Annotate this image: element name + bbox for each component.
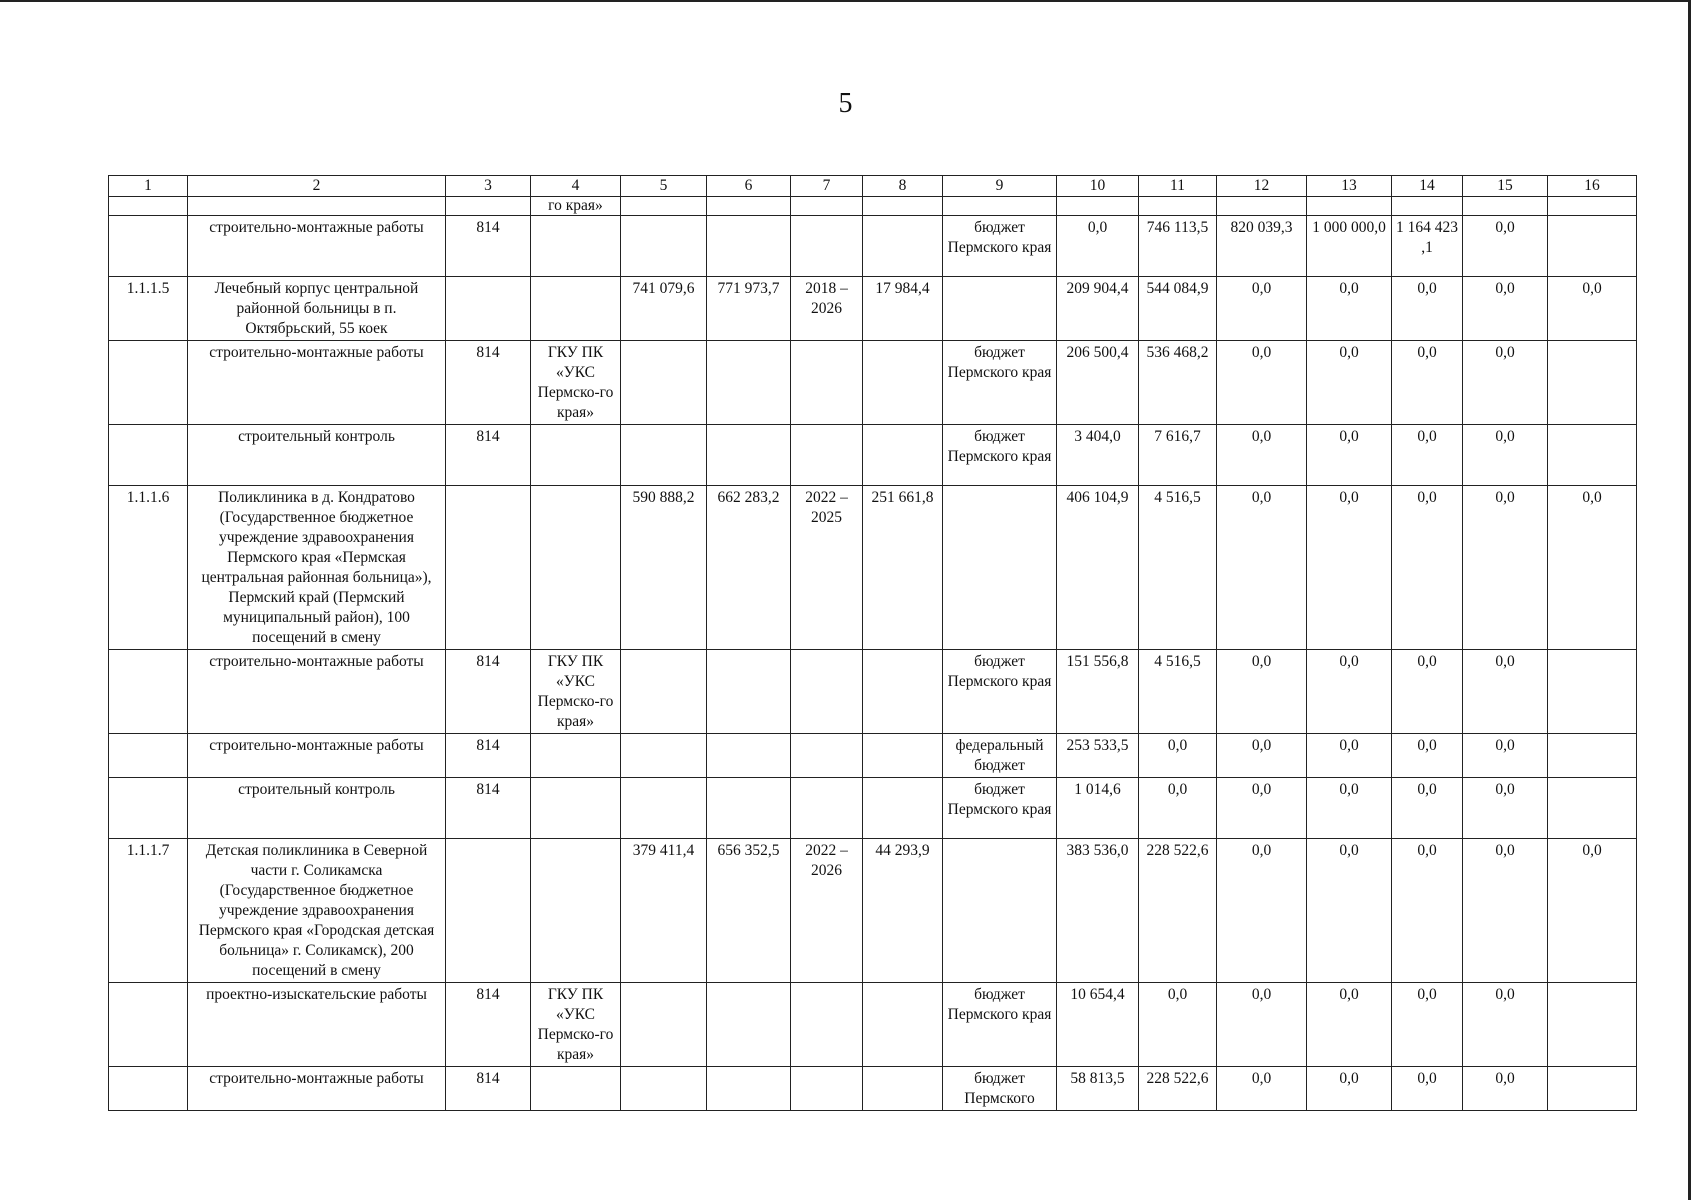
table-cell — [1392, 197, 1463, 216]
table-row — [109, 839, 1637, 983]
table-row — [109, 341, 1637, 425]
table-cell — [446, 197, 531, 216]
table-cell — [863, 341, 943, 425]
table-cell — [1217, 197, 1307, 216]
table-cell: 4 516,5 — [1139, 486, 1217, 650]
column-header: 10 — [1057, 176, 1139, 197]
table-cell — [621, 197, 707, 216]
table-cell: 0,0 — [1463, 1067, 1548, 1111]
table-cell — [863, 778, 943, 839]
table-cell: 0,0 — [1463, 650, 1548, 734]
table-cell — [1548, 650, 1637, 734]
table-cell: 0,0 — [1392, 1067, 1463, 1111]
table-cell: 1.1.1.6 — [109, 486, 188, 650]
table-cell — [791, 197, 863, 216]
table-cell — [621, 1067, 707, 1111]
table-cell — [621, 425, 707, 486]
table-cell: 0,0 — [1217, 839, 1307, 983]
table-cell — [1548, 983, 1637, 1067]
table-cell: строительно-монтажные работы — [188, 341, 446, 425]
table-row — [109, 778, 1637, 839]
table-cell — [943, 486, 1057, 650]
table-cell: 814 — [446, 734, 531, 778]
table-cell — [791, 983, 863, 1067]
table-cell: 151 556,8 — [1057, 650, 1139, 734]
table-cell: 1.1.1.7 — [109, 839, 188, 983]
table-cell — [707, 1067, 791, 1111]
table-cell — [791, 778, 863, 839]
table-cell: 0,0 — [1392, 650, 1463, 734]
table-cell — [1463, 197, 1548, 216]
table-cell: 0,0 — [1463, 778, 1548, 839]
table-cell: 662 283,2 — [707, 486, 791, 650]
table-cell — [707, 734, 791, 778]
table-cell — [1307, 197, 1392, 216]
table-cell — [109, 197, 188, 216]
table-cell — [791, 734, 863, 778]
budget-table — [108, 175, 1637, 1111]
table-cell: 771 973,7 — [707, 277, 791, 341]
table-cell: 814 — [446, 341, 531, 425]
table-cell — [863, 983, 943, 1067]
table-cell: 536 468,2 — [1139, 341, 1217, 425]
column-header: 1 — [109, 176, 188, 197]
table-cell: 814 — [446, 425, 531, 486]
table-cell: ГКУ ПК «УКС Пермско-го края» — [531, 341, 621, 425]
table-cell: 0,0 — [1463, 216, 1548, 277]
table-cell — [1548, 778, 1637, 839]
column-header: 5 — [621, 176, 707, 197]
table-cell — [791, 216, 863, 277]
table-cell: 10 654,4 — [1057, 983, 1139, 1067]
table-cell: 206 500,4 — [1057, 341, 1139, 425]
table-cell — [109, 1067, 188, 1111]
table-cell: 228 522,6 — [1139, 839, 1217, 983]
table-cell — [531, 839, 621, 983]
table-cell: 209 904,4 — [1057, 277, 1139, 341]
table-cell: строительно-монтажные работы — [188, 1067, 446, 1111]
table-cell: 0,0 — [1307, 734, 1392, 778]
table-cell — [109, 983, 188, 1067]
table-cell: бюджет Пермского края — [943, 650, 1057, 734]
scan-edge-top — [0, 0, 1691, 2]
table-cell — [1548, 734, 1637, 778]
table-cell: 2022 – 2026 — [791, 839, 863, 983]
column-header: 2 — [188, 176, 446, 197]
table-cell — [791, 341, 863, 425]
table-cell — [943, 839, 1057, 983]
table-cell: 0,0 — [1463, 425, 1548, 486]
table-cell: 1 000 000,0 — [1307, 216, 1392, 277]
table-cell: строительно-монтажные работы — [188, 650, 446, 734]
table-cell: 58 813,5 — [1057, 1067, 1139, 1111]
table-cell: 2022 – 2025 — [791, 486, 863, 650]
table-cell — [109, 425, 188, 486]
table-cell: 0,0 — [1307, 486, 1392, 650]
table-cell — [707, 778, 791, 839]
table-cell — [109, 778, 188, 839]
table-cell: 814 — [446, 216, 531, 277]
table-cell: 0,0 — [1307, 778, 1392, 839]
column-header: 16 — [1548, 176, 1637, 197]
table-cell: 0,0 — [1392, 839, 1463, 983]
table-cell: 4 516,5 — [1139, 650, 1217, 734]
table-cell — [109, 216, 188, 277]
table-cell: 3 404,0 — [1057, 425, 1139, 486]
table-cell — [863, 1067, 943, 1111]
table-cell: 590 888,2 — [621, 486, 707, 650]
table-cell: 2018 – 2026 — [791, 277, 863, 341]
table-cell: 379 411,4 — [621, 839, 707, 983]
table-cell: 0,0 — [1217, 341, 1307, 425]
table-cell — [621, 734, 707, 778]
table-row — [109, 983, 1637, 1067]
table-cell: 0,0 — [1139, 983, 1217, 1067]
table-cell: строительный контроль — [188, 425, 446, 486]
table-cell — [791, 1067, 863, 1111]
table-cell: 814 — [446, 983, 531, 1067]
table-cell — [446, 277, 531, 341]
table-cell: 656 352,5 — [707, 839, 791, 983]
table-cell — [863, 734, 943, 778]
table-cell — [621, 778, 707, 839]
table-cell — [707, 341, 791, 425]
table-cell: строительный контроль — [188, 778, 446, 839]
column-header: 6 — [707, 176, 791, 197]
table-cell: бюджет Пермского края — [943, 778, 1057, 839]
table-cell — [531, 734, 621, 778]
table-cell: 0,0 — [1307, 650, 1392, 734]
table-cell: 0,0 — [1307, 839, 1392, 983]
column-header: 3 — [446, 176, 531, 197]
table-cell — [446, 839, 531, 983]
table-cell: бюджет Пермского края — [943, 216, 1057, 277]
table-cell: 814 — [446, 778, 531, 839]
table-row — [109, 425, 1637, 486]
table-row — [109, 216, 1637, 277]
table-cell: 253 533,5 — [1057, 734, 1139, 778]
table-cell: Лечебный корпус центральной районной больницы в п. Октябрьский, 55 коек — [188, 277, 446, 341]
table-cell: 0,0 — [1392, 486, 1463, 650]
table-cell: 0,0 — [1217, 650, 1307, 734]
table-row — [109, 197, 1637, 216]
page-number: 5 — [838, 88, 853, 119]
table-row — [109, 734, 1637, 778]
table-cell: 814 — [446, 1067, 531, 1111]
table-cell: проектно-изыскательские работы — [188, 983, 446, 1067]
table-cell: Поликлиника в д. Кондратово (Государственное бюджетное учреждение здравоохранения Пермского края «Пермская центральная районная больница»), Пермский край (Пермский муниципальный район), 100 посещений в смену — [188, 486, 446, 650]
column-header: 8 — [863, 176, 943, 197]
table-cell: 0,0 — [1217, 425, 1307, 486]
table-cell — [109, 734, 188, 778]
table-row — [109, 1067, 1637, 1111]
column-header: 4 — [531, 176, 621, 197]
table-cell — [531, 486, 621, 650]
table-cell — [943, 277, 1057, 341]
table-cell: 0,0 — [1463, 839, 1548, 983]
table-cell — [621, 650, 707, 734]
table-cell — [791, 650, 863, 734]
table-cell: 0,0 — [1463, 983, 1548, 1067]
column-header: 11 — [1139, 176, 1217, 197]
table-cell — [109, 650, 188, 734]
table-cell: 741 079,6 — [621, 277, 707, 341]
table-cell — [863, 216, 943, 277]
table-cell: 0,0 — [1217, 277, 1307, 341]
table-cell: бюджет Пермского края — [943, 425, 1057, 486]
table-row — [109, 486, 1637, 650]
column-header: 12 — [1217, 176, 1307, 197]
table-cell: 0,0 — [1307, 341, 1392, 425]
table-cell: 0,0 — [1217, 1067, 1307, 1111]
table-cell — [707, 983, 791, 1067]
table-cell — [531, 277, 621, 341]
table-cell — [863, 425, 943, 486]
table-cell: 0,0 — [1463, 341, 1548, 425]
table-cell: 0,0 — [1217, 983, 1307, 1067]
table-cell: ГКУ ПК «УКС Пермско-го края» — [531, 650, 621, 734]
table-cell: 0,0 — [1392, 778, 1463, 839]
table-cell: 0,0 — [1392, 425, 1463, 486]
table-cell — [621, 983, 707, 1067]
table-cell: 1.1.1.5 — [109, 277, 188, 341]
column-header: 7 — [791, 176, 863, 197]
table-cell — [863, 197, 943, 216]
table-cell: 251 661,8 — [863, 486, 943, 650]
table-cell — [1548, 425, 1637, 486]
table-cell: бюджет Пермского края — [943, 983, 1057, 1067]
table-cell: 814 — [446, 650, 531, 734]
table-cell: 0,0 — [1392, 341, 1463, 425]
table-cell — [1548, 1067, 1637, 1111]
table-cell: федеральный бюджет — [943, 734, 1057, 778]
column-header: 13 — [1307, 176, 1392, 197]
table-cell: 0,0 — [1392, 734, 1463, 778]
table-cell: 0,0 — [1307, 425, 1392, 486]
column-number-row — [109, 176, 1637, 197]
table-cell: 0,0 — [1548, 277, 1637, 341]
table-cell — [1548, 341, 1637, 425]
table-cell: 0,0 — [1307, 277, 1392, 341]
table-cell: бюджет Пермского — [943, 1067, 1057, 1111]
table-cell — [1548, 216, 1637, 277]
column-header: 9 — [943, 176, 1057, 197]
table-cell: 0,0 — [1463, 734, 1548, 778]
table-cell — [109, 341, 188, 425]
table-cell — [1057, 197, 1139, 216]
table-cell — [707, 216, 791, 277]
table-cell: 383 536,0 — [1057, 839, 1139, 983]
column-header: 14 — [1392, 176, 1463, 197]
table-cell: 0,0 — [1392, 277, 1463, 341]
table-cell: 820 039,3 — [1217, 216, 1307, 277]
table-cell — [531, 1067, 621, 1111]
table-cell: 44 293,9 — [863, 839, 943, 983]
table-cell — [707, 425, 791, 486]
table-cell: 544 084,9 — [1139, 277, 1217, 341]
table-cell: 17 984,4 — [863, 277, 943, 341]
table-cell: 0,0 — [1139, 778, 1217, 839]
table-cell — [707, 650, 791, 734]
table-cell — [863, 650, 943, 734]
table-cell: 0,0 — [1139, 734, 1217, 778]
table-cell: 7 616,7 — [1139, 425, 1217, 486]
table-cell: 0,0 — [1307, 983, 1392, 1067]
table-cell: 0,0 — [1057, 216, 1139, 277]
table-cell: 406 104,9 — [1057, 486, 1139, 650]
table-cell: Детская поликлиника в Северной части г. Соликамска (Государственное бюджетное учреждение здравоохранения Пермского края «Городская детская больница» г. Соликамск), 200 посещений в смену — [188, 839, 446, 983]
table-cell: строительно-монтажные работы — [188, 216, 446, 277]
table-cell: 0,0 — [1217, 778, 1307, 839]
table-cell — [188, 197, 446, 216]
table-cell: 228 522,6 — [1139, 1067, 1217, 1111]
table-cell — [1139, 197, 1217, 216]
table-cell: 0,0 — [1307, 1067, 1392, 1111]
table-cell: 0,0 — [1463, 486, 1548, 650]
table-cell — [531, 778, 621, 839]
table-cell: 0,0 — [1392, 983, 1463, 1067]
table-cell — [621, 216, 707, 277]
table-cell: 0,0 — [1217, 734, 1307, 778]
table-cell — [446, 486, 531, 650]
table-cell: 746 113,5 — [1139, 216, 1217, 277]
table-cell: ГКУ ПК «УКС Пермско-го края» — [531, 983, 621, 1067]
table-cell: 1 164 423 ,1 — [1392, 216, 1463, 277]
table-row — [109, 277, 1637, 341]
table-cell — [531, 216, 621, 277]
table-cell — [531, 425, 621, 486]
table-cell — [943, 197, 1057, 216]
table-cell: 0,0 — [1463, 277, 1548, 341]
table-row — [109, 650, 1637, 734]
table-cell — [791, 425, 863, 486]
table-cell: 0,0 — [1548, 486, 1637, 650]
table-cell: 0,0 — [1548, 839, 1637, 983]
column-header: 15 — [1463, 176, 1548, 197]
table-cell: строительно-монтажные работы — [188, 734, 446, 778]
table-cell — [1548, 197, 1637, 216]
table-cell: бюджет Пермского края — [943, 341, 1057, 425]
table-cell: 0,0 — [1217, 486, 1307, 650]
table-cell — [707, 197, 791, 216]
table-cell: го края» — [531, 197, 621, 216]
table-cell — [621, 341, 707, 425]
table-cell: 1 014,6 — [1057, 778, 1139, 839]
